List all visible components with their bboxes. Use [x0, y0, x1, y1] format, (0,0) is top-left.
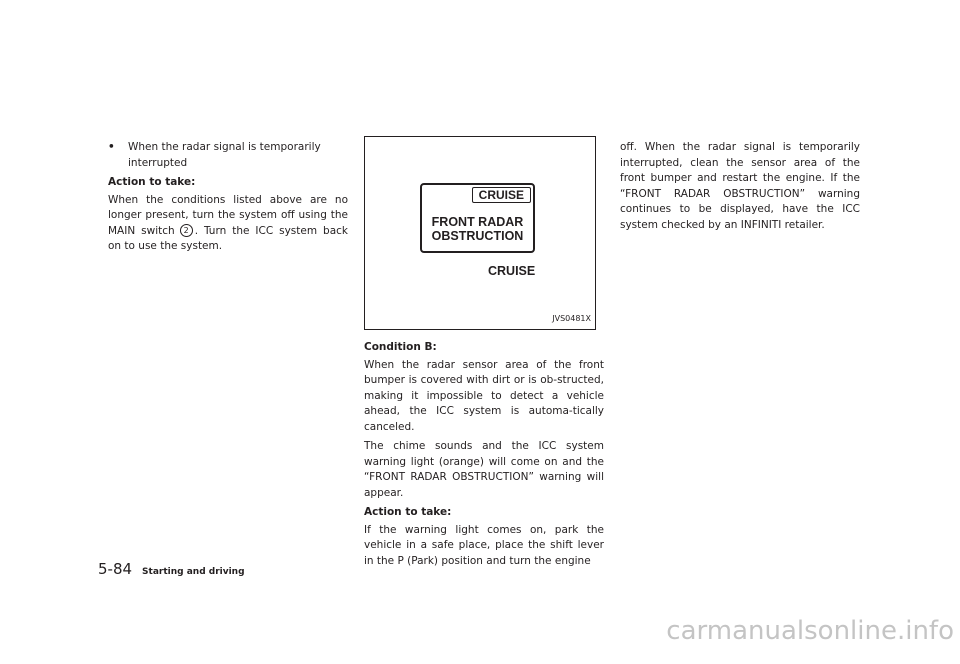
page-number: 5-84 — [98, 560, 133, 578]
condition-paragraph: When the radar sensor area of the front bumper is covered with dirt or is ob-structed, making it impossible to detect a vehicle ahead, the ICC system is automa-tically canceled. — [364, 358, 604, 433]
page-footer — [98, 560, 245, 578]
right-column — [620, 140, 860, 237]
cruise-indicator: CRUISE — [472, 187, 531, 203]
warning-line-1: FRONT RADAR — [431, 215, 524, 229]
bullet-dot: • — [108, 141, 115, 153]
left-column — [108, 140, 348, 259]
warning-message — [422, 215, 533, 243]
condition-heading: Condition B: — [364, 341, 437, 353]
warning-display — [420, 183, 535, 253]
switch-text-after: . Turn the ICC system back on to use the system. — [108, 224, 348, 252]
chime-paragraph: The chime sounds and the ICC system warning light (orange) will come on and the “FRONT RADAR OBSTRUCTION” warning will appear. — [364, 440, 604, 499]
circled-number: 2 — [180, 224, 193, 237]
continuation-paragraph: off. When the radar signal is temporarily interrupted, clean the sensor area of the front bumper and restart the engine. If the “FRONT RADAR OBSTRUCTION” warning continues to be displayed, have the ICC system checked by an INFINITI retailer. — [620, 141, 860, 231]
watermark: carmanualsonline.info — [666, 616, 954, 646]
cruise-label: CRUISE — [488, 264, 536, 278]
bullet-text: When the radar signal is temporarily interrupted — [128, 141, 321, 169]
switch-text-before: When the conditions listed above are no longer present, turn the system off using the MAIN switch — [108, 193, 348, 237]
figure-code: JVS0481X — [552, 313, 591, 323]
middle-column — [364, 136, 604, 573]
display-figure — [364, 136, 596, 330]
bullet-item — [108, 140, 348, 171]
action-paragraph: If the warning light comes on, park the vehicle in a safe place, place the shift lever in the P (Park) position and turn the engine — [364, 523, 604, 567]
action-heading-2: Action to take: — [364, 506, 452, 518]
switch-paragraph — [108, 193, 348, 255]
section-title: Starting and driving — [142, 567, 245, 577]
warning-line-2: OBSTRUCTION — [431, 229, 524, 243]
action-heading: Action to take: — [108, 176, 196, 188]
